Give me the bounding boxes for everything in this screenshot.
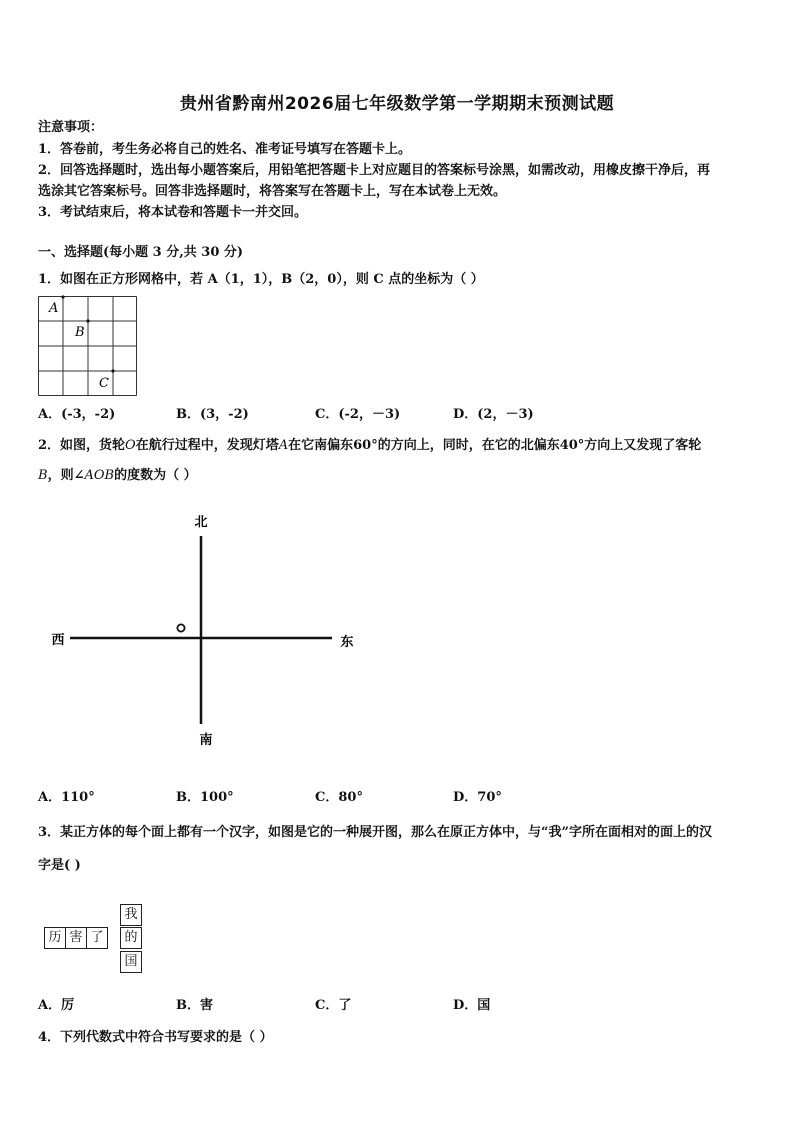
notice-item-2-cont: 选涂其它答案标号。回答非选择题时，将答案写在答题卡上，写在本试卷上无效。 [38, 184, 507, 199]
q3-net-cell: 了 [86, 927, 108, 949]
q2-origin-marker [177, 624, 184, 631]
q1-grid-figure [38, 296, 138, 396]
q1-label-b: B [75, 325, 85, 340]
q3-option-a: A．厉 [38, 998, 75, 1013]
q1-point-c [111, 369, 114, 372]
section-heading: 一、选择题(每小题 3 分,共 30 分) [38, 245, 244, 260]
q2-label-south: 南 [199, 733, 213, 748]
q1-point-b [86, 319, 89, 322]
q2-label-west: 西 [51, 633, 65, 648]
notice-item-2: 2．回答选择题时，选出每小题答案后，用铅笔把答题卡上对应题目的答案标号涂黑，如需改动，用橡皮擦干净后，再 [38, 163, 711, 178]
q2-option-d: D．70° [453, 790, 502, 805]
q2-compass-figure [40, 505, 370, 755]
page-title: 贵州省黔南州2026届七年级数学第一学期期末预测试题 [179, 94, 615, 114]
q3-net-cell: 害 [65, 927, 87, 949]
q1-point-a [61, 295, 64, 298]
q2-option-a: A．110° [38, 790, 95, 805]
q3-net-cell: 的 [120, 927, 142, 949]
q2-label-north: 北 [194, 515, 208, 530]
notice-item-3: 3．考试结束后，将本试卷和答题卡一并交回。 [38, 205, 308, 220]
q3-stem-line2: 字是( ) [38, 858, 81, 873]
q2-option-c: C．80° [315, 790, 363, 805]
q3-net-cell: 我 [120, 904, 142, 926]
q3-net-cell: 历 [44, 927, 66, 949]
q1-label-c: C [99, 376, 109, 391]
q3-option-d: D．国 [453, 998, 491, 1013]
q3-stem-line1: 3．某正方体的每个面上都有一个汉字，如图是它的一种展开图，那么在原正方体中，与“我”字所在面相对的面上的汉 [38, 825, 713, 840]
q1-option-c: C．(-2，－3) [315, 407, 401, 422]
q1-option-b: B．(3，-2) [176, 407, 249, 422]
q2-stem-line2: B，则∠AOB的度数为（ ） [38, 468, 197, 483]
q3-option-c: C．了 [315, 998, 352, 1013]
q2-option-b: B．100° [176, 790, 234, 805]
q1-option-d: D．(2，－3) [453, 407, 534, 422]
q2-label-east: 东 [340, 635, 354, 650]
q3-net-cell: 国 [120, 951, 142, 973]
notice-item-1: 1．答卷前，考生务必将自己的姓名、准考证号填写在答题卡上。 [38, 142, 412, 157]
q2-stem-line1: 2．如图，货轮O在航行过程中，发现灯塔A在它南偏东60°的方向上，同时，在它的北偏东40°方向上又发现了客轮 [38, 438, 702, 453]
q1-stem: 1．如图在正方形网格中，若 A（1，1），B（2，0），则 C 点的坐标为（ ） [38, 272, 484, 287]
q1-label-a: A [49, 301, 59, 316]
q4-stem: 4．下列代数式中符合书写要求的是（ ） [38, 1030, 273, 1045]
notice-heading: 注意事项： [38, 120, 104, 135]
q3-option-b: B．害 [176, 998, 213, 1013]
q1-option-a: A．(-3，-2) [38, 407, 116, 422]
